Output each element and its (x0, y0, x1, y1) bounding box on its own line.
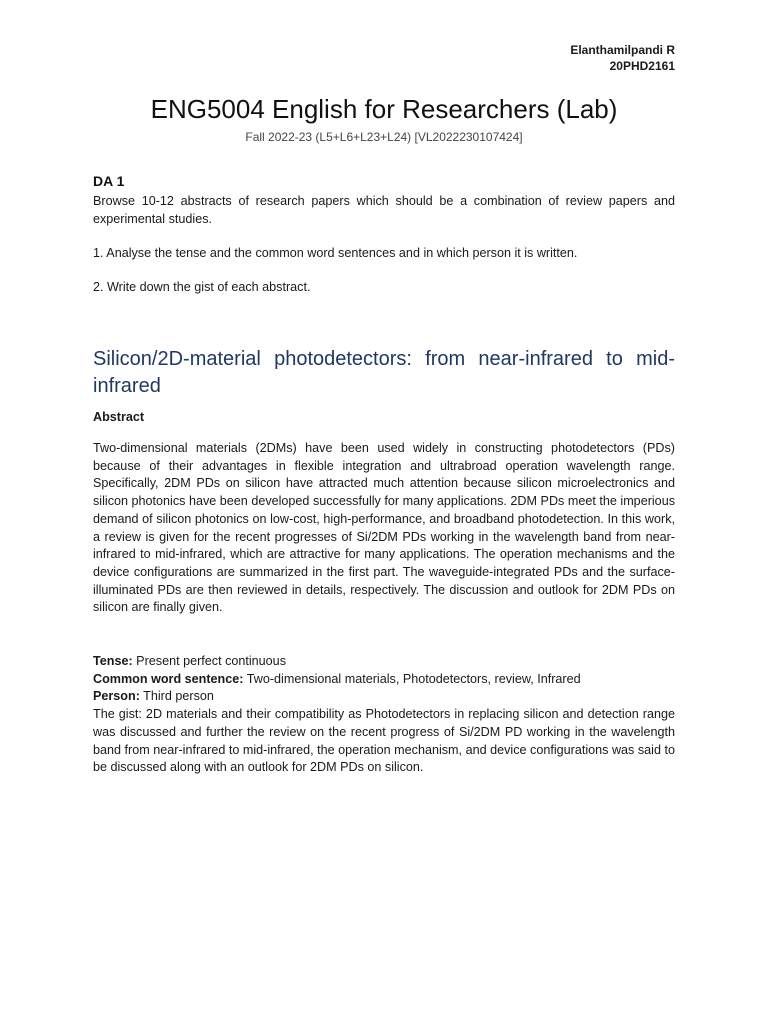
abstract-label: Abstract (93, 410, 145, 424)
author-name: Elanthamilpandi R (570, 43, 675, 57)
document-title: ENG5004 English for Researchers (Lab) (150, 94, 618, 124)
person-label: Person: (93, 689, 140, 704)
assignment-task-1: 1. Analyse the tense and the common word sentences and in which person it is written. (93, 246, 578, 260)
analysis-block (93, 653, 675, 777)
gist-text: The gist: 2D materials and their compatibility as Photodetectors in replacing silicon and detection range was discussed and further the review on the recent progress of Si/2DM PD working in the wavelength band from near-infrared to mid-infrared, the operation mechanism, and device configurations was said to be discussed along with an outlook for 2DM PDs on silicon. (93, 707, 675, 775)
common-word-line (93, 671, 675, 689)
course-subtitle: Fall 2022-23 (L5+L6+L23+L24) [VL2022230107424] (245, 130, 523, 144)
tense-line (93, 653, 675, 671)
assignment-task-2: 2. Write down the gist of each abstract. (93, 280, 311, 294)
common-word-value: Two-dimensional materials, Photodetectors, review, Infrared (246, 671, 581, 686)
person-value: Third person (143, 689, 214, 704)
assignment-intro: Browse 10-12 abstracts of research papers which should be a combination of review papers and experimental studies. (93, 194, 675, 226)
author-block (570, 42, 675, 74)
person-line (93, 688, 675, 706)
tense-label: Tense: (93, 654, 133, 668)
common-word-label: Common word sentence: (93, 671, 244, 686)
author-id: 20PHD2161 (609, 59, 675, 73)
assignment-heading: DA 1 (93, 173, 125, 189)
paper-title: Silicon/2D-material photodetectors: from near-infrared to mid-infrared (93, 348, 675, 397)
abstract-text: Two-dimensional materials (2DMs) have been used widely in constructing photodetectors (PDs) because of their advantages in flexible integration and ultrabroad operation wavelength range. Specifically, 2DM PDs on silicon have attracted much attention because silicon microelectronics and silicon photonics have been developed successfully for many applications. 2DM PDs meet the imperious demand of silicon photonics on low-cost, high-performance, and broadband photodetection. In this work, a review is given for the recent progresses of Si/2DM PDs working in the wavelength band from near-infrared to mid-infrared, which are attractive for many applications. The operation mechanisms and the device configurations are summarized in the first part. The waveguide-integrated PDs and the surface-illuminated PDs are then reviewed in details, respectively. The discussion and outlook for 2DM PDs on silicon are finally given. (93, 441, 675, 615)
tense-value: Present perfect continuous (136, 654, 286, 668)
